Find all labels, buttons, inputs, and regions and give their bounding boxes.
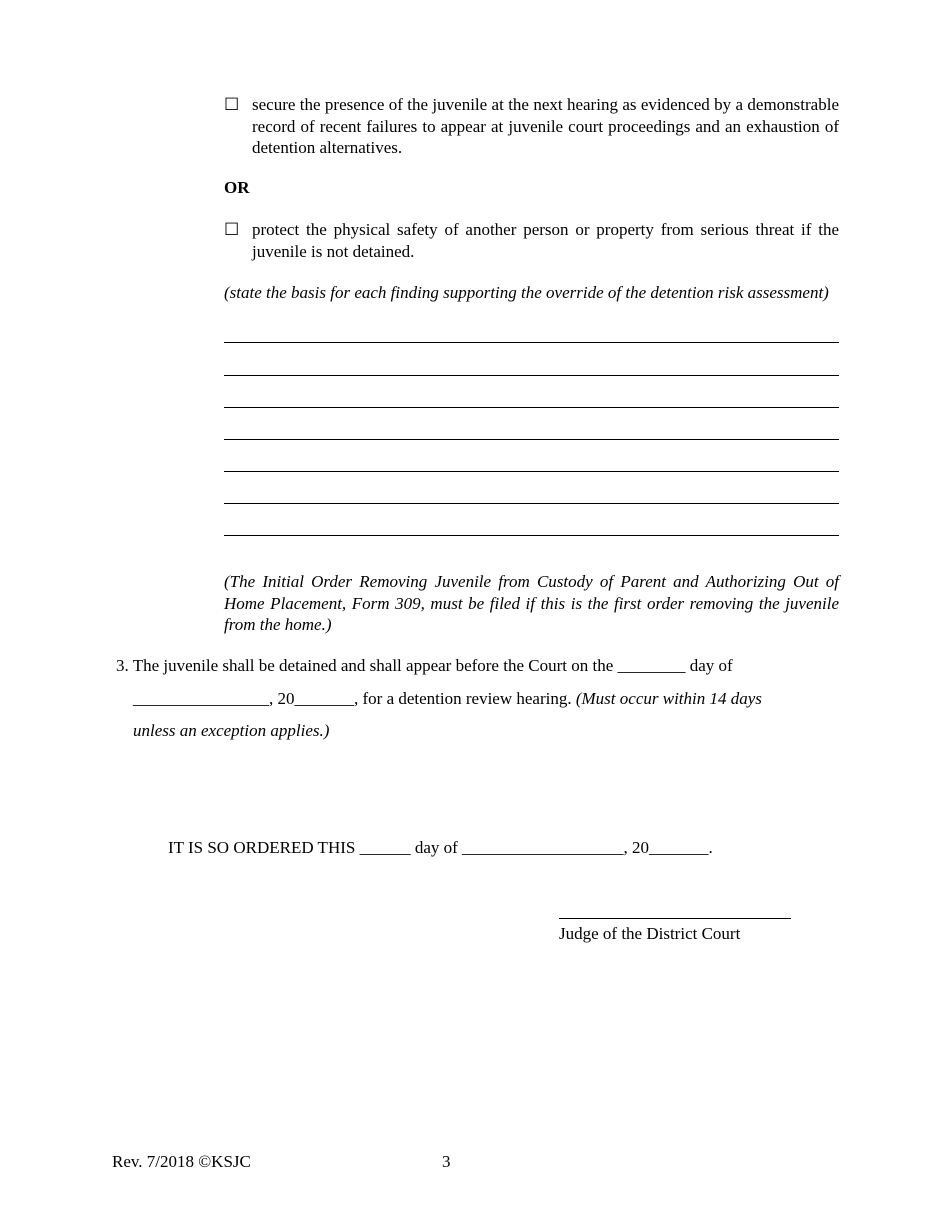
basis-line-2[interactable]	[224, 375, 839, 376]
basis-line-7[interactable]	[224, 535, 839, 536]
or-label: OR	[224, 178, 250, 197]
checkbox-protect-safety[interactable]: ☐	[224, 220, 240, 239]
footer-page-number: 3	[442, 1152, 451, 1171]
judge-label: Judge of the District Court	[559, 924, 741, 943]
basis-line-6[interactable]	[224, 503, 839, 504]
item3-line2	[133, 689, 762, 709]
basis-line-3[interactable]	[224, 407, 839, 408]
option-secure-text: secure the presence of the juvenile at the next hearing as evidenced by a demonstrable record of recent failures to appear at juvenile court proceedings and an exhaustion of detention alternatives.	[252, 95, 839, 157]
basis-line-5[interactable]	[224, 471, 839, 472]
basis-line-4[interactable]	[224, 439, 839, 440]
checkbox-secure-presence[interactable]: ☐	[224, 95, 240, 114]
basis-instruction: (state the basis for each finding supporting the override of the detention risk assessment)	[224, 283, 829, 302]
option-protect-safety	[224, 219, 839, 262]
footer-revision: Rev. 7/2018 ©KSJC	[112, 1152, 251, 1171]
option-protect-text: protect the physical safety of another person or property from serious threat if the juvenile is not detained.	[252, 220, 839, 261]
basis-line-1[interactable]	[224, 342, 839, 343]
judge-signature-line[interactable]	[559, 918, 791, 919]
item3-line3: unless an exception applies.)	[133, 721, 330, 740]
item3-line1: 3. The juvenile shall be detained and shall appear before the Court on the ________ day of	[116, 656, 733, 675]
option-secure-presence	[224, 94, 839, 159]
initial-order-note: (The Initial Order Removing Juvenile from Custody of Parent and Authorizing Out of Home Placement, Form 309, must be filed if this is the first order removing the juvenile from the home.)	[224, 572, 839, 634]
item3-line2-note: (Must occur within 14 days	[575, 689, 762, 708]
ordered-line: IT IS SO ORDERED THIS ______ day of ___________________, 20_______.	[168, 838, 713, 857]
item3-line2-text: ________________, 20_______, for a detention review hearing.	[133, 689, 576, 708]
